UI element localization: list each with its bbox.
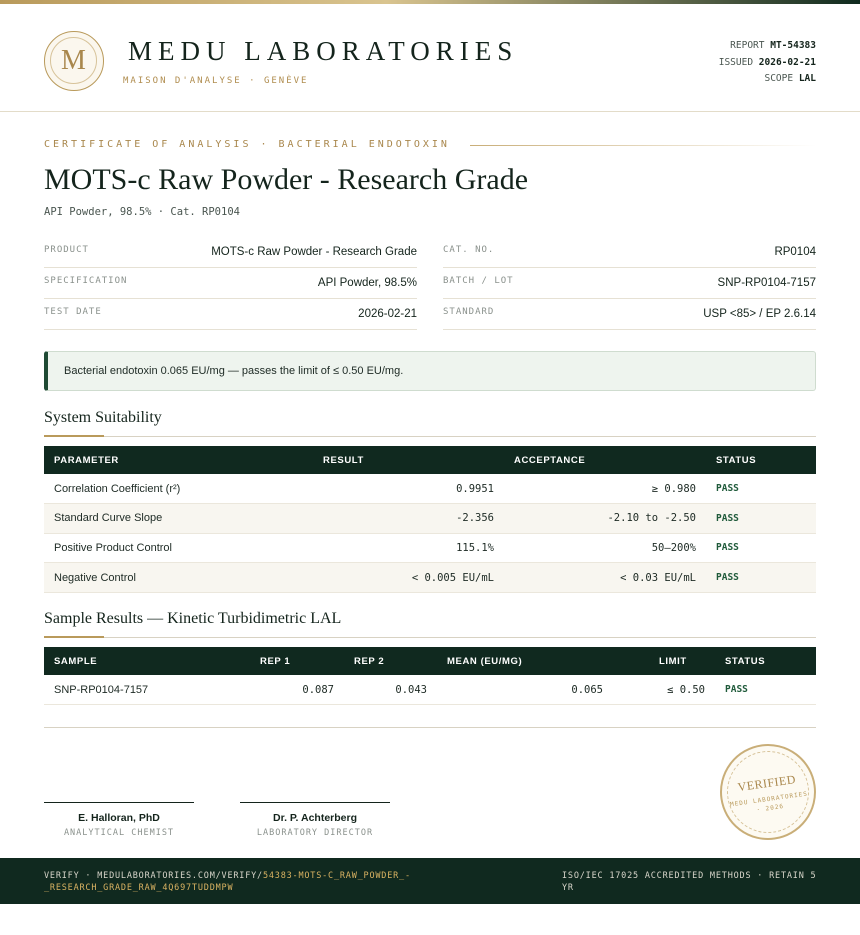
cell-result: -2.356 [312, 504, 504, 534]
table-header-row [44, 647, 816, 675]
cell-result: 0.9951 [312, 474, 504, 504]
signatory-name: E. Halloran, PhD [78, 812, 160, 824]
column-header: PARAMETER [44, 446, 312, 474]
info-row-cat-no: CAT. NO. RP0104 [443, 237, 816, 268]
report-header [0, 4, 860, 112]
column-header: RESULT [312, 446, 504, 474]
table-row [44, 504, 816, 534]
suitability-table [44, 446, 816, 593]
samples-table [44, 647, 816, 705]
cell-parameter: Positive Product Control [44, 533, 312, 563]
table-row [44, 563, 816, 593]
column-header: MEAN (EU/MG) [437, 647, 613, 675]
meta-issued: ISSUED 2026-02-21 [718, 56, 816, 68]
meta-report: REPORT MT-54383 [730, 40, 816, 51]
cell-acceptance: 50–200% [504, 533, 706, 563]
cell-acceptance: ≥ 0.980 [504, 474, 706, 504]
cell-parameter: Negative Control [44, 563, 312, 593]
column-header: LIMIT [613, 647, 715, 675]
table-header-row [44, 446, 816, 474]
logo-monogram: M [50, 37, 97, 84]
cell-parameter: Standard Curve Slope [44, 504, 312, 534]
signatory-role: LABORATORY DIRECTOR [256, 828, 374, 838]
column-header: STATUS [706, 446, 816, 474]
cell-mean: 0.065 [437, 675, 613, 705]
cell-acceptance: < 0.03 EU/mL [504, 563, 706, 593]
status-badge: PASS [706, 504, 816, 534]
table-row [44, 474, 816, 504]
samples-title: Sample Results — Kinetic Turbidimetric LAL [44, 610, 342, 627]
document-title: MOTS-c Raw Powder - Research Grade [44, 163, 529, 196]
info-row-test-date: TEST DATE 2026-02-21 [44, 299, 417, 330]
cell-result: 115.1% [312, 533, 504, 563]
document-subtitle: API Powder, 98.5% · Cat. RP0104 [44, 206, 240, 218]
brand-tagline: MAISON D'ANALYSE · GENÈVE [123, 76, 309, 86]
cell-sample: SNP-RP0104-7157 [44, 675, 244, 705]
cell-result: < 0.005 EU/mL [312, 563, 504, 593]
status-badge: PASS [706, 563, 816, 593]
column-header: STATUS [715, 647, 816, 675]
info-row-product: PRODUCT MOTS-c Raw Powder - Research Grade [44, 237, 417, 268]
samples-accent [44, 636, 104, 638]
cell-rep2: 0.043 [344, 675, 437, 705]
report-meta [719, 38, 816, 88]
column-header: REP 2 [344, 647, 437, 675]
seal-text: MEDU LABORATORIES · 2026 [729, 790, 809, 814]
info-row-batch: BATCH / LOT SNP-RP0104-7157 [443, 268, 816, 299]
suitability-rule [44, 436, 816, 437]
info-row-standard: STANDARD USP <85> / EP 2.6.14 [443, 299, 816, 330]
table-row [44, 675, 816, 705]
document-eyebrow: CERTIFICATE OF ANALYSIS · BACTERIAL ENDOTOXIN [44, 139, 450, 150]
result-banner: Bacterial endotoxin 0.065 EU/mg — passes the limit of ≤ 0.50 EU/mg. [44, 351, 816, 391]
suitability-title: System Suitability [44, 409, 162, 426]
column-header: REP 1 [244, 647, 344, 675]
seal-inner-ring [722, 746, 815, 839]
verified-seal [714, 738, 822, 846]
suitability-accent [44, 435, 104, 437]
cell-rep1: 0.087 [244, 675, 344, 705]
status-badge: PASS [706, 474, 816, 504]
signatory-role: ANALYTICAL CHEMIST [63, 828, 175, 838]
column-header: SAMPLE [44, 647, 244, 675]
info-row-specification: SPECIFICATION API Powder, 98.5% [44, 268, 417, 299]
signature-divider [44, 727, 816, 728]
eyebrow-divider [470, 145, 816, 146]
seal-title: VERIFIED [736, 772, 797, 795]
verify-link[interactable]: 54383-MOTS-C_RAW_POWDER_-_RESEARCH_GRADE_RAW_4Q697TUDDMPW [44, 871, 411, 893]
status-badge: PASS [706, 533, 816, 563]
cell-limit: ≤ 0.50 [613, 675, 715, 705]
accreditation-note: ISO/IEC 17025 ACCREDITED METHODS · RETAIN 5 YR [562, 871, 817, 893]
info-grid-left [44, 237, 417, 330]
signature-block-director [240, 802, 390, 838]
info-grid-right [443, 237, 816, 330]
samples-rule [44, 637, 816, 638]
signature-block-chemist [44, 802, 194, 838]
report-footer [0, 858, 860, 904]
cell-acceptance: -2.10 to -2.50 [504, 504, 706, 534]
meta-scope: SCOPE LAL [764, 73, 816, 84]
column-header: ACCEPTANCE [504, 446, 706, 474]
table-row [44, 533, 816, 563]
lab-logo [44, 31, 104, 91]
verify-line: VERIFY · MEDULABORATORIES.COM/VERIFY/54383-MOTS-C_RAW_POWDER_-_RESEARCH_GRADE_RAW_4Q697TUDDMPW [44, 871, 411, 893]
brand-name: MEDU LABORATORIES [128, 36, 519, 66]
cell-parameter: Correlation Coefficient (r²) [44, 474, 312, 504]
signatory-name: Dr. P. Achterberg [272, 812, 358, 824]
status-badge: PASS [715, 675, 816, 705]
